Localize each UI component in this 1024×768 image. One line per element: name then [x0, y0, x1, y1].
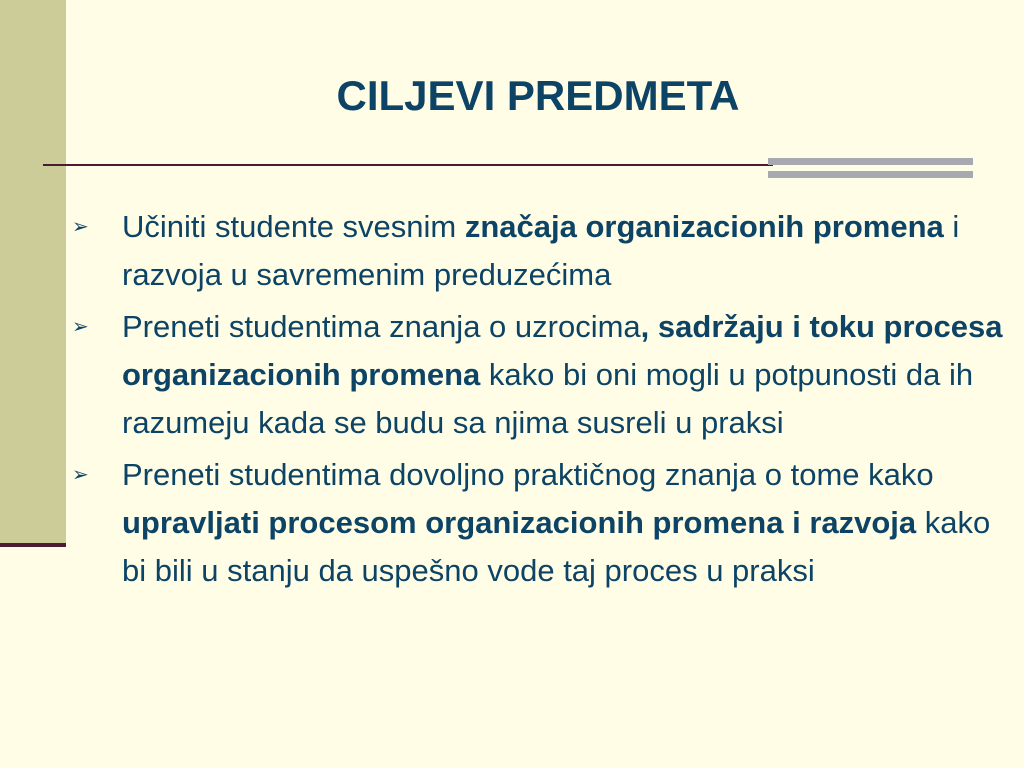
- bullet-text-run: kako bi oni mogli u potpunosti da ih razumeju kada se budu sa njima susreli u praksi: [122, 357, 974, 440]
- bullet-text-run-bold: značaja organizacionih promena: [464, 209, 944, 244]
- arrow-bullet-icon: ➢: [72, 316, 89, 338]
- bullet-text-run: kako bi bili u stanju da uspešno vode taj proces u praksi: [122, 505, 991, 588]
- slide-title: CILJEVI PREDMETA: [336, 72, 740, 119]
- bullet-text-run: Preneti studentima znanja o uzrocima: [122, 309, 641, 344]
- bullet-text: [122, 209, 959, 292]
- bullet-text-run: Preneti studentima dovoljno praktičnog znanja o tome kako: [122, 457, 934, 492]
- bullet-text-run-bold: , sadržaju i toku procesa organizacionih promena: [122, 309, 1003, 392]
- arrow-bullet-icon: ➢: [72, 216, 89, 238]
- bullet-item: [72, 451, 1016, 595]
- left-band-rule: [0, 543, 66, 547]
- accent-bar-top: [768, 158, 973, 165]
- arrow-bullet-icon: ➢: [72, 464, 89, 486]
- bullet-text: [122, 457, 990, 588]
- bullet-text-run-bold: upravljati procesom organizacionih promena i razvoja: [122, 505, 917, 540]
- accent-bar-bottom: [768, 171, 973, 178]
- title-divider: [43, 164, 773, 166]
- bullet-item: [72, 203, 1016, 299]
- bullet-text-run: i razvoja u savremenim preduzećima: [122, 209, 960, 292]
- bullet-item: [72, 303, 1016, 447]
- left-decorative-band: [0, 0, 66, 543]
- bullet-list: [72, 203, 1016, 599]
- bullet-text: [122, 309, 1002, 440]
- bullet-text-run: Učiniti studente svesnim: [122, 209, 465, 244]
